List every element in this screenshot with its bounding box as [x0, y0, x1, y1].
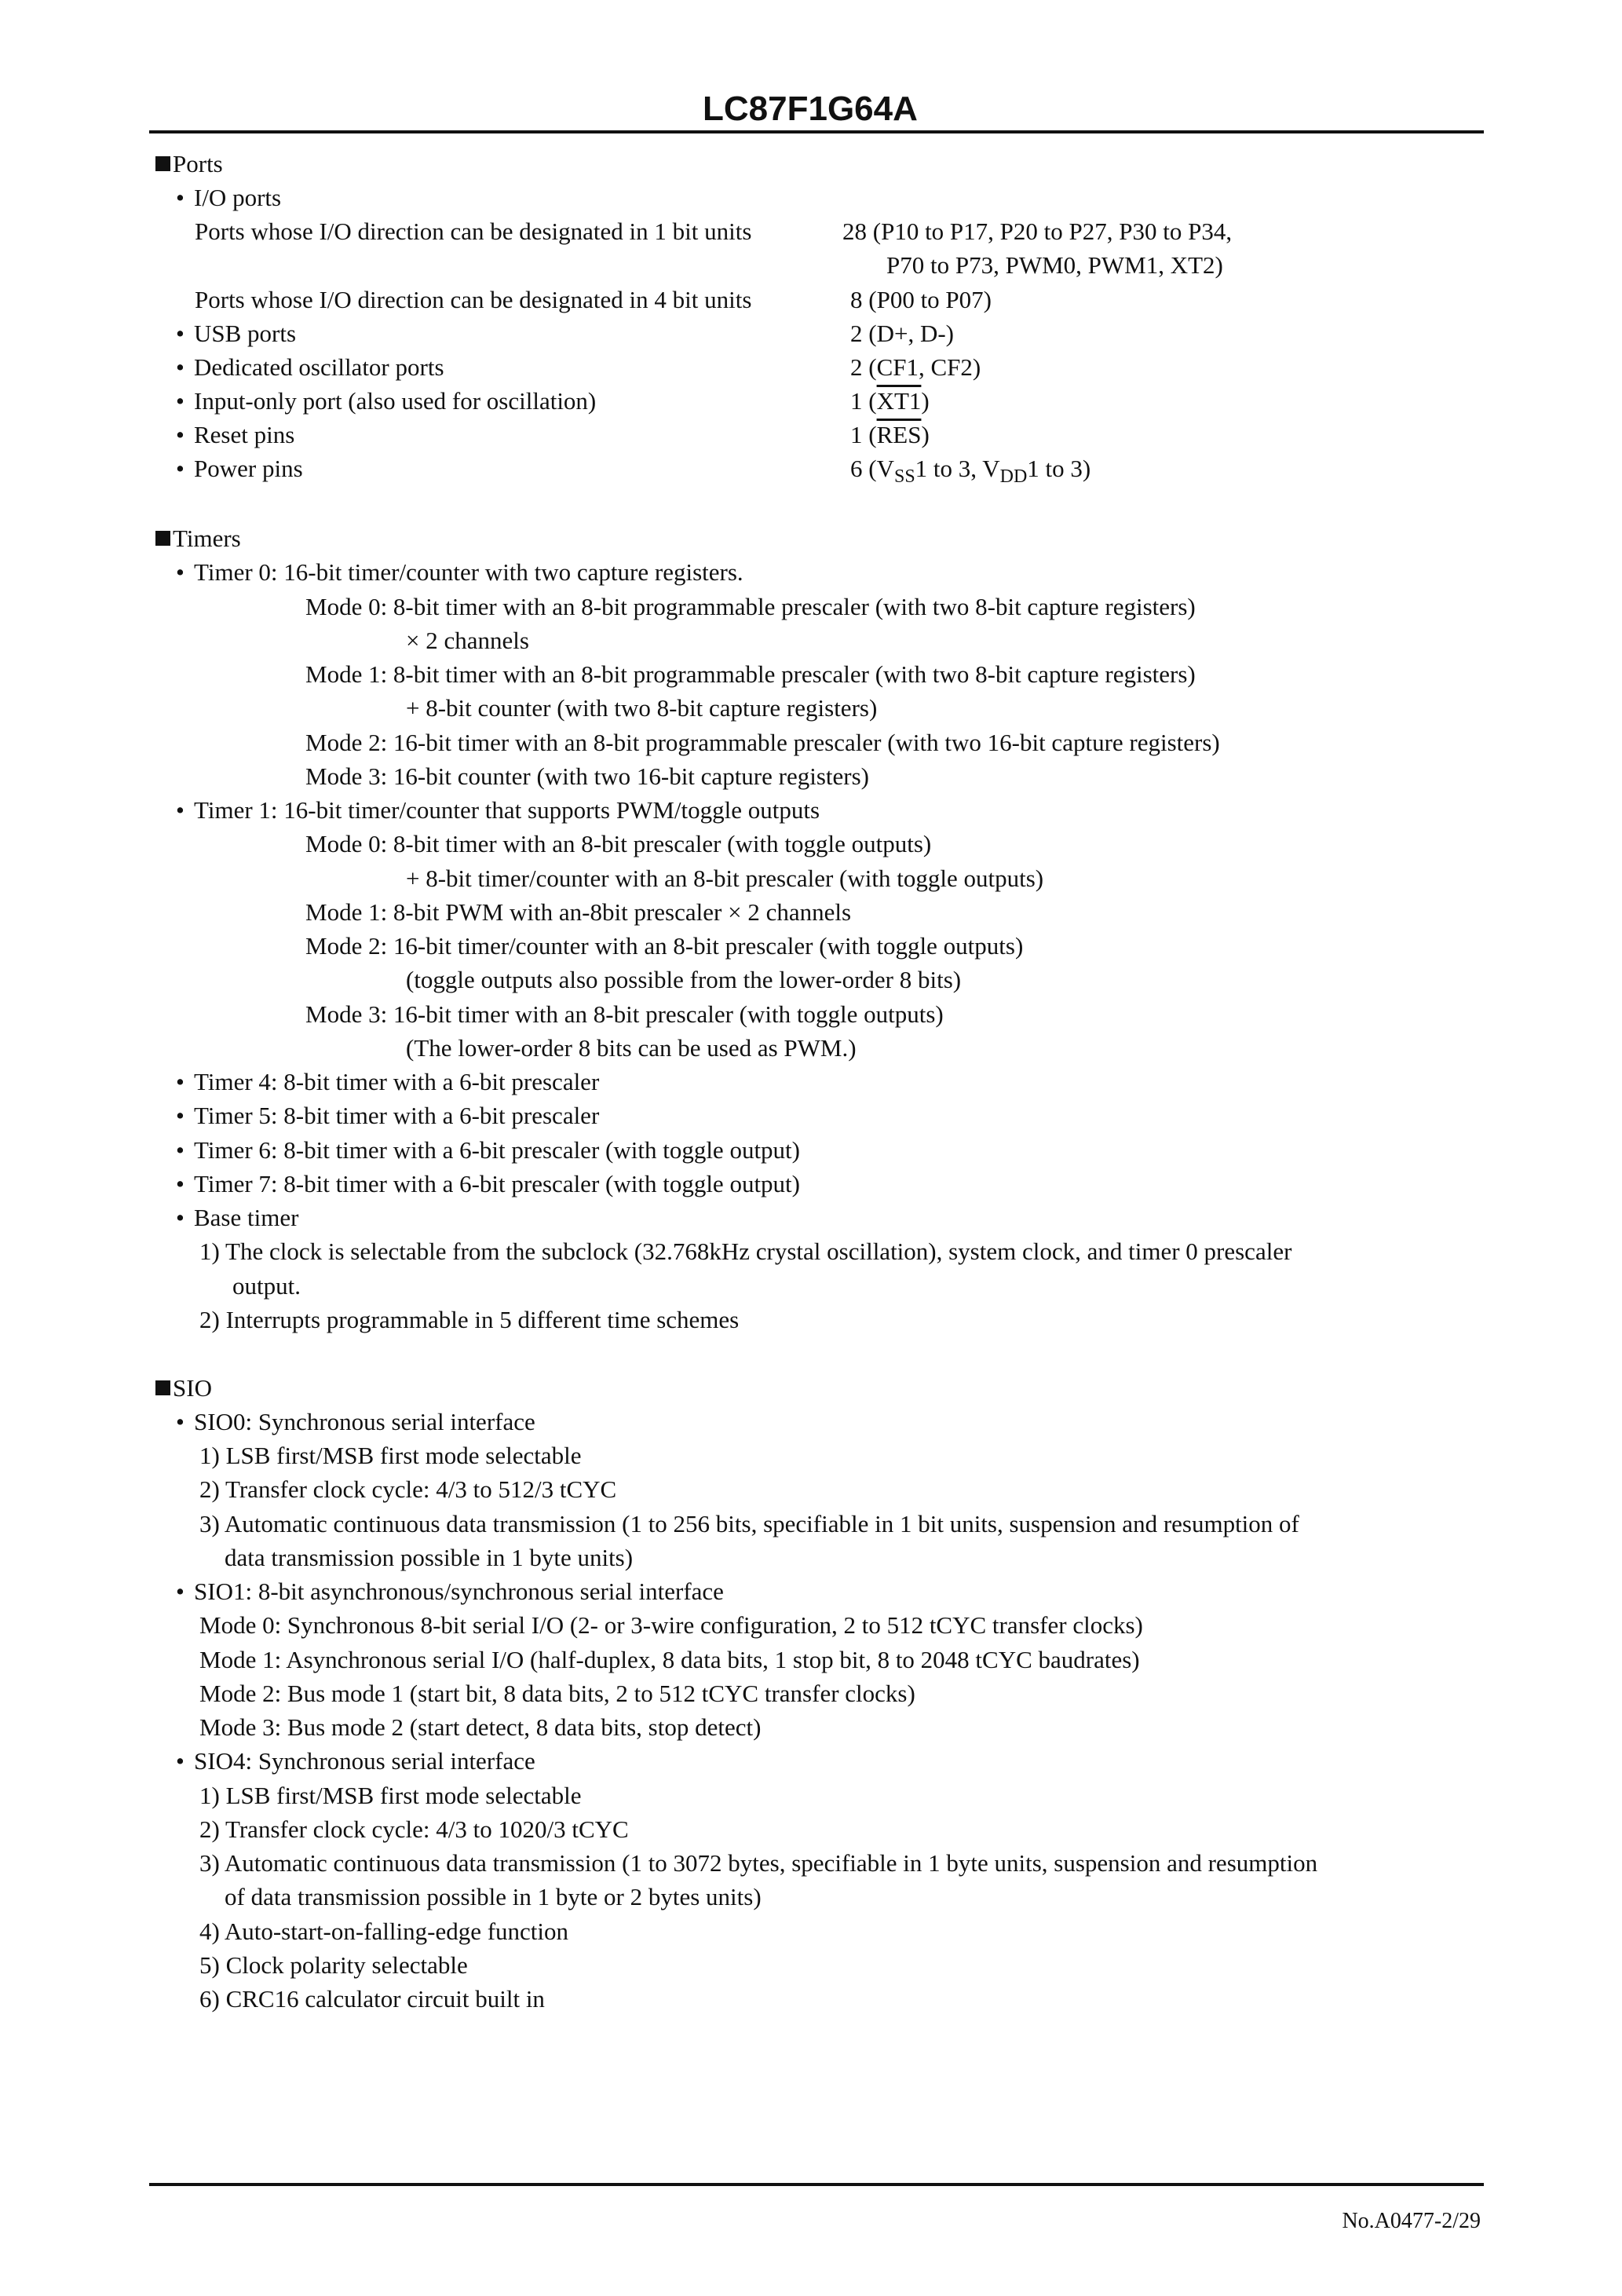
timer1-mode2-cont: (toggle outputs also possible from the lower-order 8 bits): [406, 966, 962, 993]
section-heading-ports: [155, 152, 223, 176]
one-bit-ports-label: Ports whose I/O direction can be designated in 1 bit units: [195, 218, 752, 245]
timer0-mode1: Mode 1: 8-bit timer with an 8-bit programmable prescaler (with two 8-bit capture registers): [305, 660, 1196, 688]
base-timer-point1-cont: output.: [232, 1272, 301, 1300]
timer1-mode0: Mode 0: 8-bit timer with an 8-bit prescaler (with toggle outputs): [305, 830, 932, 857]
input-only-port-value: [850, 389, 930, 413]
timer1-mode1: Mode 1: 8-bit PWM with an-8bit prescaler × 2 channels: [305, 898, 852, 926]
vdd-subscript: DD: [999, 466, 1028, 487]
input-only-port-label: • Input-only port (also used for oscillation): [176, 389, 596, 413]
timers-heading: Timers: [173, 525, 241, 552]
sio1-mode0: Mode 0: Synchronous 8-bit serial I/O (2- or 3-wire configuration, 2 to 512 tCYC transfer clocks): [199, 1611, 1143, 1639]
timer0-mode2: Mode 2: 16-bit timer with an 8-bit programmable prescaler (with two 16-bit capture registers): [305, 729, 1220, 756]
sio4-point3-cont: of data transmission possible in 1 byte or 2 bytes units): [225, 1883, 762, 1910]
timer1-mode2: Mode 2: 16-bit timer/counter with an 8-bit prescaler (with toggle outputs): [305, 932, 1024, 960]
sio0-point2: 2) Transfer clock cycle: 4/3 to 512/3 tCYC: [199, 1475, 617, 1503]
sio4-point1: 1) LSB first/MSB first mode selectable: [199, 1782, 582, 1809]
io-ports-item: • I/O ports: [176, 185, 281, 210]
timer1-mode0-cont: + 8-bit timer/counter with an 8-bit prescaler (with toggle outputs): [406, 865, 1044, 892]
power-v1: 6 (V: [850, 455, 894, 482]
timer0-mode0-cont: × 2 channels: [406, 627, 529, 654]
one-bit-ports-value-cont: P70 to P73, PWM0, PWM1, XT2): [886, 251, 1223, 279]
section-heading-sio: [155, 1376, 212, 1400]
sio4-point6: 6) CRC16 calculator circuit built in: [199, 1985, 545, 2013]
res-pin: $\overline{RES}$: [876, 421, 922, 448]
one-bit-ports-value: 28 (P10 to P17, P20 to P27, P30 to P34,: [842, 218, 1233, 245]
sio0-point3: 3) Automatic continuous data transmission (1 to 256 bits, specifiable in 1 bit units, suspension and resumption of: [199, 1510, 1299, 1537]
value-prefix: 1 (: [850, 387, 877, 415]
reset-pins-value: [850, 422, 930, 447]
usb-ports-value: 2 (D+, D-): [850, 320, 954, 347]
vss-subscript: SS: [893, 466, 915, 487]
sio-heading: SIO: [173, 1374, 212, 1402]
square-bullet-icon: [155, 156, 170, 171]
document-number: No.A0477-2/29: [1342, 2209, 1481, 2233]
sio4-point3: 3) Automatic continuous data transmission (1 to 3072 bytes, specifiable in 1 byte units, suspension and resumption: [199, 1849, 1318, 1877]
timer5-item: • Timer 5: 8-bit timer with a 6-bit prescaler: [176, 1103, 599, 1128]
square-bullet-icon: [155, 531, 170, 546]
square-bullet-icon: [155, 1380, 170, 1395]
sio0-point1: 1) LSB first/MSB first mode selectable: [199, 1442, 582, 1469]
base-timer-point2: 2) Interrupts programmable in 5 different time schemes: [199, 1306, 740, 1333]
value-suffix: ): [921, 421, 930, 448]
sio4-point5: 5) Clock polarity selectable: [199, 1951, 468, 1979]
four-bit-ports-label: Ports whose I/O direction can be designated in 4 bit units: [195, 286, 752, 313]
osc-ports-value: 2 (CF1, CF2): [850, 353, 981, 381]
timer4-item: • Timer 4: 8-bit timer with a 6-bit prescaler: [176, 1069, 599, 1094]
power-end: 1 to 3): [1027, 455, 1091, 482]
ports-heading: Ports: [173, 150, 223, 177]
usb-ports-label: • USB ports: [176, 321, 296, 345]
value-suffix: ): [921, 387, 930, 415]
power-mid: 1 to 3, V: [915, 455, 1000, 482]
sio4-point2: 2) Transfer clock cycle: 4/3 to 1020/3 tCYC: [199, 1815, 629, 1843]
sio0-point3-cont: data transmission possible in 1 byte units): [225, 1544, 634, 1571]
sio4-item: • SIO4: Synchronous serial interface: [176, 1749, 535, 1773]
base-timer-point1: 1) The clock is selectable from the subclock (32.768kHz crystal oscillation), system clock, and timer 0 prescaler: [199, 1238, 1292, 1265]
osc-ports-label: • Dedicated oscillator ports: [176, 355, 444, 379]
timer1-mode3: Mode 3: 16-bit timer with an 8-bit prescaler (with toggle outputs): [305, 1000, 944, 1028]
sio1-mode1: Mode 1: Asynchronous serial I/O (half-duplex, 8 data bits, 1 stop bit, 8 to 2048 tCYC baudrates): [199, 1646, 1140, 1673]
sio1-mode2: Mode 2: Bus mode 1 (start bit, 8 data bits, 2 to 512 tCYC transfer clocks): [199, 1680, 915, 1707]
timer0-mode0: Mode 0: 8-bit timer with an 8-bit programmable prescaler (with two 8-bit capture registers): [305, 593, 1196, 620]
sio1-item: • SIO1: 8-bit asynchronous/synchronous serial interface: [176, 1579, 724, 1603]
value-prefix: 1 (: [850, 421, 877, 448]
timer1-mode3-cont: (The lower-order 8 bits can be used as PWM.): [406, 1034, 857, 1062]
footer-rule: [149, 2183, 1484, 2186]
reset-pins-label: • Reset pins: [176, 422, 294, 447]
timer0-mode1-cont: + 8-bit counter (with two 8-bit capture registers): [406, 694, 878, 722]
sio1-mode3: Mode 3: Bus mode 2 (start detect, 8 data bits, stop detect): [199, 1713, 762, 1741]
base-timer-item: • Base timer: [176, 1205, 298, 1230]
sio4-point4: 4) Auto-start-on-falling-edge function: [199, 1918, 569, 1945]
page-title: LC87F1G64A: [703, 90, 918, 128]
timer0-mode3: Mode 3: 16-bit counter (with two 16-bit capture registers): [305, 762, 869, 790]
xt1-pin: XT1: [876, 387, 922, 415]
timer7-item: • Timer 7: 8-bit timer with a 6-bit prescaler (with toggle output): [176, 1172, 800, 1196]
four-bit-ports-value: 8 (P00 to P07): [850, 286, 992, 313]
power-pins-value: [850, 455, 1091, 487]
timer1-item: • Timer 1: 16-bit timer/counter that supports PWM/toggle outputs: [176, 798, 820, 822]
section-heading-timers: [155, 526, 241, 550]
timer6-item: • Timer 6: 8-bit timer with a 6-bit prescaler (with toggle output): [176, 1138, 800, 1162]
power-pins-label: • Power pins: [176, 456, 303, 481]
header-rule: [149, 130, 1484, 133]
timer0-item: • Timer 0: 16-bit timer/counter with two capture registers.: [176, 560, 743, 584]
sio0-item: • SIO0: Synchronous serial interface: [176, 1409, 535, 1434]
